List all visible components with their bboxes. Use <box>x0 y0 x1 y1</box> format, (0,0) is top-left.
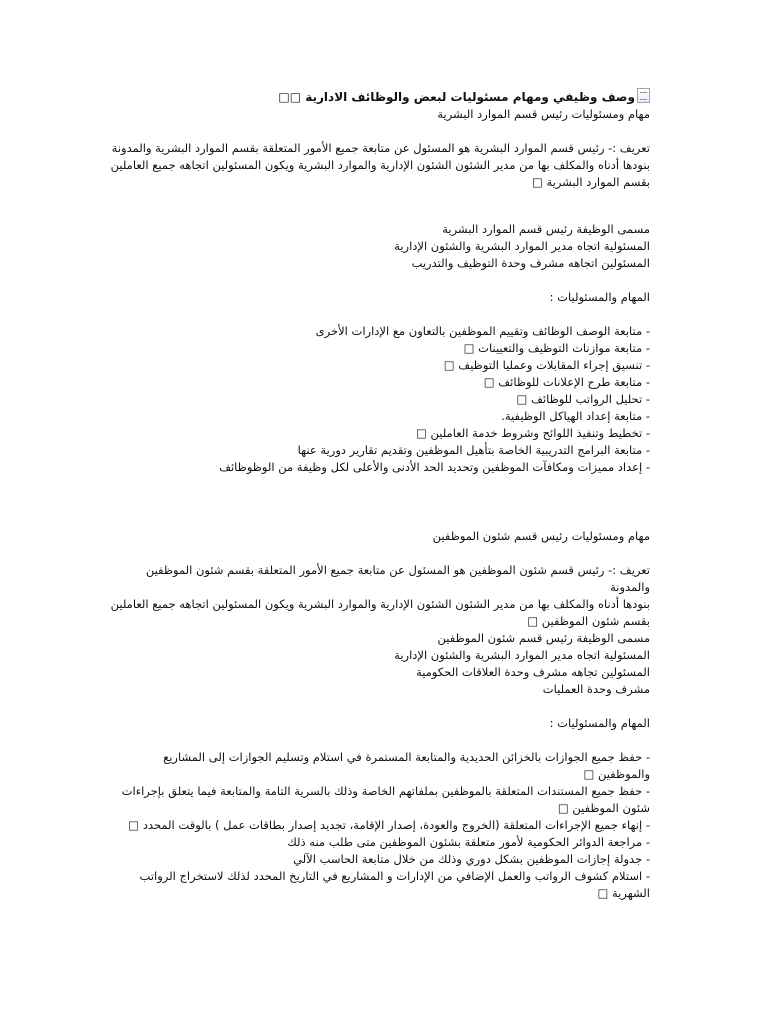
section2-tasks-heading: المهام والمسئوليات : <box>549 716 650 730</box>
section1-definition-line-2: بنودها أدناه والمكلف بها من مدير الشئون الشئون الإدارية والموارد البشرية ويكون المسئولين اتجاهه جميع العاملين <box>110 158 650 172</box>
document-title: وصف وظيفي ومهام مسئوليات لبعض والوظائف الادارية □□ <box>278 90 635 104</box>
section2-reports-to: المسئولية اتجاه مدير الموارد البشرية والشئون الإدارية <box>394 648 650 662</box>
section1-heading: مهام ومسئوليات رئيس قسم الموارد البشرية <box>437 107 650 121</box>
list-item: - متابعة موازنات التوظيف والتعيينات □ <box>463 341 650 355</box>
section2-heading: مهام ومسئوليات رئيس قسم شئون الموظفين <box>432 529 650 543</box>
list-item: - جدولة إجازات الموظفين بشكل دوري وذلك من خلال متابعة الحاسب الآلي <box>293 852 650 866</box>
list-item: - تحليل الرواتب للوظائف □ <box>516 392 650 406</box>
section1-definition-line-3: بقسم الموارد البشرية □ <box>531 175 650 189</box>
list-item: - مراجعة الدوائر الحكومية لأمور متعلقة بشئون الموظفين متى طلب منه ذلك <box>287 835 650 849</box>
list-item: - تخطيط وتنفيذ اللوائح وشروط خدمة العاملين □ <box>416 426 650 440</box>
list-item: - متابعة البرامج التدريبية الخاصة بتأهيل الموظفين وتقديم تقارير دورية عنها <box>297 443 650 457</box>
section2-definition-line-3: بقسم شئون الموظفين □ <box>527 614 650 628</box>
section2-definition-line-1: تعريف :- رئيس قسم شئون الموظفين هو المسئول عن متابعة جميع الأمور المتعلقة بقسم شئون الموظفين والمدونة <box>145 563 650 594</box>
section2-definition-line-2: بنودها أدناه والمكلف بها من مدير الشئون الشئون الإدارية والموارد البشرية ويكون المسئولين اتجاهه جميع العاملين <box>110 597 650 611</box>
list-item: - تنسيق إجراء المقابلات وعمليا التوظيف □ <box>443 358 650 372</box>
section1-task-list <box>110 323 650 476</box>
section1-subordinates: المسئولين اتجاهه مشرف وحدة التوظيف والتدريب <box>411 256 650 270</box>
list-item: - حفظ جميع المستندات المتعلقة بالموظفين بملفاتهم الخاصة وذلك بالسرية التامة والمتابعة فيما يتعلق بإجراءات شئون الموظفين □ <box>121 784 650 815</box>
section2-subordinates-2: مشرف وحدة العمليات <box>542 682 650 696</box>
document-title-row <box>110 88 650 106</box>
list-item: - إنهاء جميع الإجراءات المتعلقة (الخروج والعودة، إصدار الإقامة، تجديد إصدار بطاقات عمل ) بالوقت المحدد □ <box>128 818 650 832</box>
section1-definition-line-1: تعريف :- رئيس قسم الموارد البشرية هو المسئول عن متابعة جميع الأمور المتعلقة بقسم الموارد البشرية والمدونة <box>111 141 650 155</box>
document-icon <box>637 88 650 103</box>
list-item: - استلام كشوف الرواتب والعمل الإضافي من الإدارات و المشاريع في التاريخ المحدد لذلك لاستخراج الرواتب الشهرية □ <box>139 869 650 900</box>
section1-job-title: مسمى الوظيفة رئيس قسم الموارد البشرية <box>442 222 650 236</box>
list-item: - إعداد مميزات ومكافآت الموظفين وتحديد الحد الأدنى والأعلى لكل وظيفة من الوظوظائف <box>219 460 650 474</box>
list-item: - حفظ جميع الجوازات بالخزائن الحديدية والمتابعة المستمرة في استلام وتسليم الجوازات إلى المشاريع والموظفين □ <box>163 750 650 781</box>
section1-reports-to: المسئولية اتجاه مدير الموارد البشرية والشئون الإدارية <box>394 239 650 253</box>
section1-tasks-heading: المهام والمسئوليات : <box>549 290 650 304</box>
list-item: - متابعة إعداد الهياكل الوظيفية. <box>501 409 650 423</box>
list-item: - متابعة الوصف الوظائف وتقييم الموظفين بالتعاون مع الإدارات الأخرى <box>315 324 650 338</box>
section2-job-title: مسمى الوظيفة رئيس قسم شئون الموظفين <box>437 631 650 645</box>
section2-subordinates: المسئولين تجاهه مشرف وحدة العلاقات الحكومية <box>416 665 650 679</box>
document-page <box>110 88 650 902</box>
section2-task-list <box>110 749 650 902</box>
list-item: - متابعة طرح الإعلانات للوظائف □ <box>483 375 650 389</box>
